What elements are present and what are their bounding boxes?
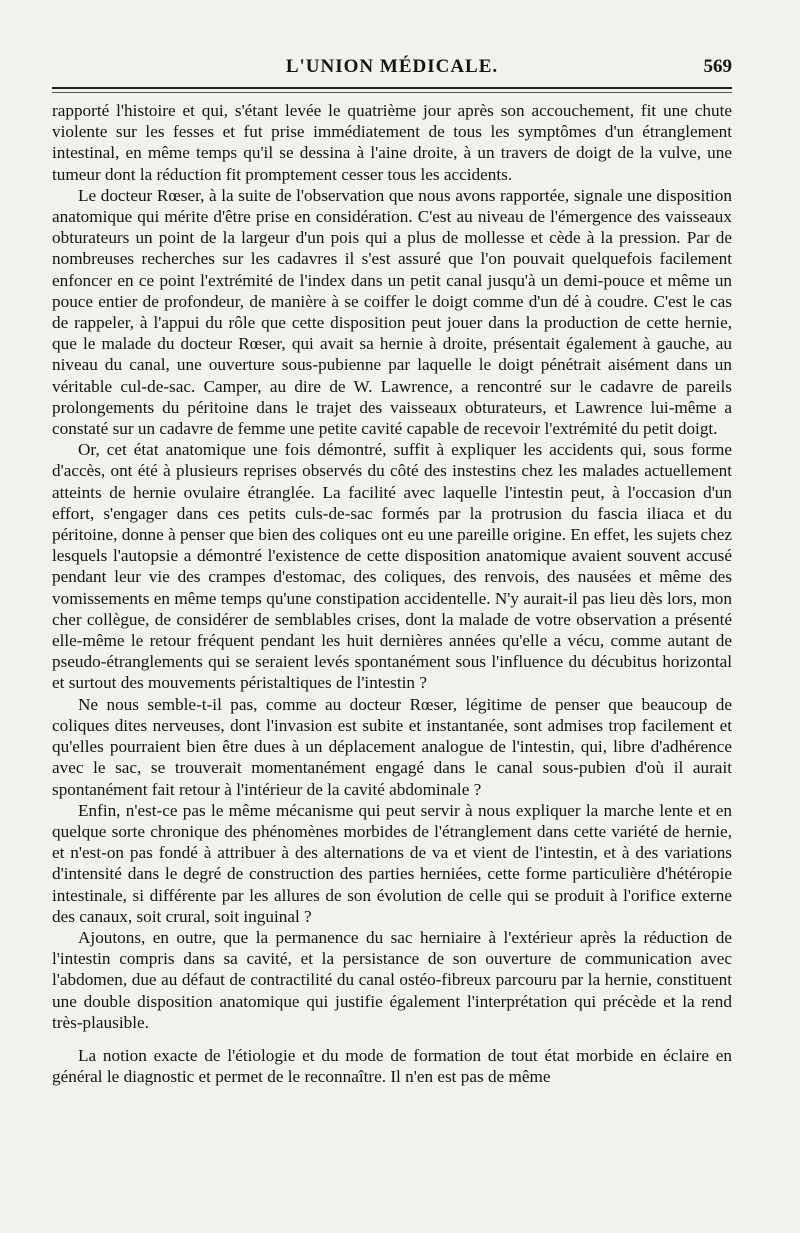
body-text — [52, 100, 732, 1087]
header-rule-thin — [52, 92, 732, 93]
paragraph-nervous-colics: Ne nous semble-t-il pas, comme au docteur Rœser, légitime de penser que beaucoup de coliques dites nerveuses, dont l'invasion est subite et instantanée, sont admises trop facilement et qu'elles pourraient bien être dues à un déplacement analogue de l'intestin, qui, libre d'adhérence avec le sac, se trouverait momentanément engagé dans le canal sous-pubien d'où il aurait spontanément fait retour à l'intérieur de la cavité abdominale ? — [52, 694, 732, 799]
paragraph-roeser-disposition: Le docteur Rœser, à la suite de l'observation que nous avons rapportée, signale une disposition anatomique qui mérite d'être prise en considération. C'est au niveau de l'émergence des vaisseaux obturateurs un point de la largeur d'un pois qui a plus de mollesse et cède à la pression. Par de nombreuses recherches sur les cadavres il s'est assuré que l'on pouvait quelquefois facilement enfoncer en ce point l'extrémité de l'index dans un petit canal jusqu'à un demi-pouce et même un pouce entier de profondeur, de manière à se coiffer le doigt comme d'un dé à coudre. C'est le cas de rappeler, à l'appui du rôle que cette disposition peut jouer dans la production de cette hernie, que le malade du docteur Rœser, qui avait sa hernie à droite, présentait également à gauche, au niveau du canal, une ouverture sous-pubienne par laquelle le doigt pénétrait aisément dans un véritable cul-de-sac. Camper, au dire de W. Lawrence, a rencontré sur le cadavre de pareils prolongements du péritoine dans le trajet des vaisseaux obturateurs, et Lawrence lui-même a constaté sur un cadavre de femme une petite cavité capable de recevoir l'extrémité du petit doigt. — [52, 185, 732, 439]
paragraph-anatomical-state: Or, cet état anatomique une fois démontré, suffit à expliquer les accidents qui, sous forme d'accès, ont été à plusieurs reprises observés du côté des instestins chez les malades actuellement atteints de hernie ovulaire étranglée. La facilité avec laquelle l'intestin peut, à l'occasion d'un effort, s'engager dans ces petits culs-de-sac formés par la protrusion du fascia iliaca et du péritoine, donne à penser que bien des coliques ont eu une pareille origine. En effet, les sujets chez lesquels l'autopsie a démontré l'existence de cette disposition anatomique avaient souvent accusé pendant leur vie des crampes d'estomac, des coliques, des renvois, des nausées et même des vomissements en même temps qu'une constipation accidentelle. N'y aurait-il pas lieu dès lors, mon cher collègue, de considérer de semblables crises, dont la malade de votre observation a présenté elle-même le retour fréquent pendant les huit dernières années qu'elle a vécu, comme autant de pseudo-étranglements qui se seraient levés spontanément sous l'influence du décubitus horizontal et surtout des mouvements péristaltiques de l'intestin ? — [52, 440, 732, 693]
page-number: 569 — [703, 56, 732, 77]
paragraph-permanence: Ajoutons, en outre, que la permanence du sac herniaire à l'extérieur après la réduction de l'intestin compris dans sa cavité, et la persistance de son ouverture de communication avec l'abdomen, due au défaut de contractilité du canal ostéo-fibreux parcouru par la hernie, constituent une double disposition anatomique qui justifie également l'interprétation qui précède et la rend très-plausible. — [52, 927, 732, 1032]
paragraph-continuation: rapporté l'histoire et qui, s'étant levée le quatrième jour après son accouchement, fit une chute violente sur les fesses et fut prise immédiatement de tous les symptômes d'un étranglement intestinal, en même temps qu'il se dessina à l'aine droite, à un travers de doigt de la vulve, une tumeur dont la réduction fit promptement cesser tous les accidents. — [52, 101, 732, 184]
header-rule — [52, 87, 732, 89]
running-title: L'UNION MÉDICALE. — [285, 56, 499, 77]
page-header — [52, 56, 732, 86]
paragraph-mechanism: Enfin, n'est-ce pas le même mécanisme qui peut servir à nous expliquer la marche lente et en quelque sorte chronique des phénomènes morbides de l'étranglement dans cette variété de hernie, et n'est-on pas fondé à attribuer à des alternations de va et vient de l'intestin, et à des variations d'intensité dans le degré de construction des parties herniées, cette forme particulière d'hétéropie intestinale, si différente par les allures de son évolution de celle qui se produit à l'orifice externe des canaux, soit crural, soit inguinal ? — [52, 800, 732, 926]
paragraph-etiology: La notion exacte de l'étiologie et du mode de formation de tout état morbide en éclaire en général le diagnostic et permet de le reconnaître. Il n'en est pas de même — [52, 1045, 732, 1087]
